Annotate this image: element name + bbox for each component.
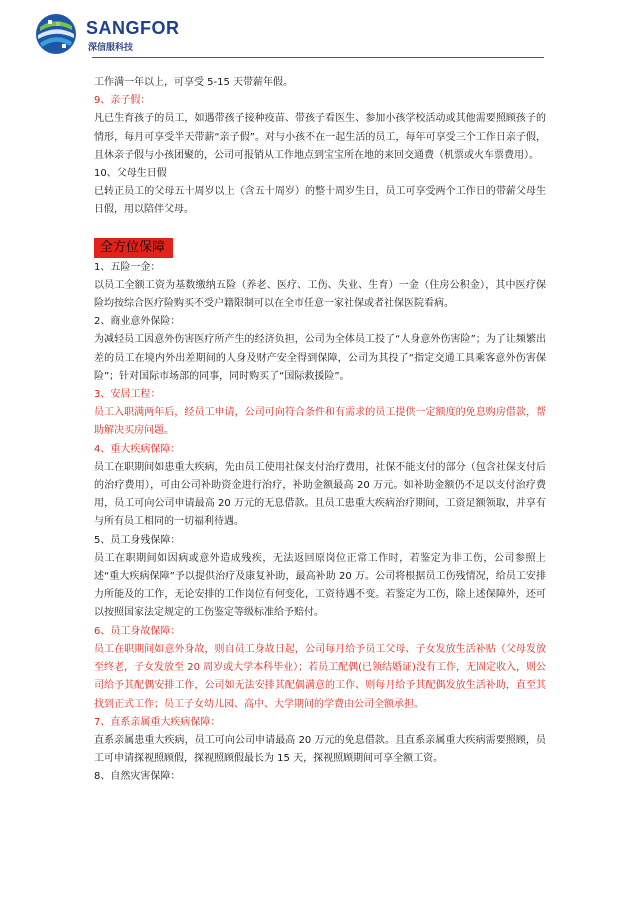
header-divider: [92, 57, 544, 58]
brand-name: SANGFOR: [86, 18, 180, 38]
paragraph-b17: 员工在职期间如意外身故，则自员工身故日起，公司每月给予员工父母、子女发放生活补贴（父母发放至终老，子女发放至 20 周岁或大学本科毕业）；若员工配偶(已领结婚证)没有工作，无固定收入，则公司给予其配偶安排工作，公司如无法安排其配偶满意的工作、则每月给予其配偶发放生活补助，直至其找到正式工作；员工子女幼儿园、高中、大学期间的学费由公司全额承担。: [94, 643, 546, 710]
page-header: [34, 8, 554, 60]
paragraph-b14: 5、员工身残保障：: [94, 534, 181, 546]
paragraph-b7: 以员工全额工资为基数缴纳五险（养老、医疗、工伤、失业、生育）一金（住房公积金），其中医疗保险均按综合医疗险购买不受户籍限制可以在全市任意一家社保或者社保医院看病。: [94, 279, 546, 310]
brand-subtitle: 深信服科技: [88, 43, 134, 53]
paragraph-b16: 6、员工身故保障：: [94, 625, 181, 637]
section-spacer: [94, 220, 546, 236]
paragraph-b8: 2、商业意外保险：: [94, 316, 181, 328]
paragraph-b20: 8、自然灾害保障：: [94, 771, 181, 783]
paragraph-b2: 9、亲子假：: [94, 95, 151, 107]
section-heading-row: [94, 236, 546, 259]
paragraph-b1: 工作满一年以上，可享受 5-15 天带薪年假。: [94, 77, 294, 88]
paragraph-b19: 直系亲属患重大疾病，员工可向公司申请最高 20 万元的免息借款。且直系亲属重大疾病需要照顾，员工可申请探视照顾假，探视照顾假最长为 15 天，探视照顾期间可享全额工资。: [94, 734, 546, 765]
paragraph-b13: 员工在职期间如患重大疾病，先由员工使用社保支付治疗费用，社保不能支付的部分（包含社保支付后的治疗费用），可由公司补助资金进行治疗，补助金额最高 20 万元。如补助金额仍不足以支付治疗费用，员工可向公司申请最高 20 万元的无息借款。且员工患重大疾病治疗期间，工资足额领取，并享有与所有员工相同的一切福利待遇。: [94, 461, 546, 528]
paragraph-b6: 1、五险一金：: [94, 261, 161, 273]
sangfor-logo-icon: [34, 12, 78, 56]
document-body: [94, 74, 546, 787]
paragraph-b12: 4、重大疾病保障：: [94, 443, 181, 455]
paragraph-b15: 员工在职期间如因病或意外造成残疾，无法返回原岗位正常工作时，若鉴定为非工伤，公司参照上述“重大疾病保障”予以提供治疗及康复补助，最高补助 20 万。公司将根据员工伤残情况，给员工安排力所能及的工作，无论安排的工作岗位有何变化，工资待遇不变。若鉴定为工伤，除上述保障外，还可以按照国家法定规定的工伤鉴定等级标准给予赔付。: [94, 552, 546, 619]
section-heading: 全方位保障: [94, 238, 173, 258]
paragraph-b9: 为减轻员工因意外伤害医疗所产生的经济负担，公司为全体员工投了“人身意外伤害险”；为了让频繁出差的员工在境内外出差期间的人身及财产安全得到保障，公司为其投了“指定交通工具乘客意外伤害保险”；针对国际市场部的同事，同时购买了“国际救援险”。: [94, 334, 546, 382]
paragraph-b4: 10、父母生日假: [94, 168, 167, 180]
paragraph-b3: 凡已生育孩子的员工，如遇带孩子接种疫苗、带孩子看医生、参加小孩学校活动或其他需要照顾孩子的情形，每月可享受半天带薪“亲子假”。对与小孩不在一起生活的员工，每年可享受三个工作日亲子假，且休亲子假与小孩团聚的，公司可报销从工作地点到宝宝所在地的来回交通费（机票或火车票费用）。: [94, 113, 546, 161]
paragraph-b5: 已转正员工的父母五十周岁以上（含五十周岁）的整十周岁生日，员工可享受两个工作日的带薪父母生日假，用以陪伴父母。: [94, 186, 546, 216]
paragraph-b10: 3、安居工程：: [94, 389, 161, 401]
paragraph-b18: 7、直系亲属重大疾病保障：: [94, 716, 221, 728]
paragraph-b11: 员工入职满两年后，经员工申请，公司可向符合条件和有需求的员工提供一定额度的免息购房借款，帮助解决买房问题。: [94, 407, 546, 437]
